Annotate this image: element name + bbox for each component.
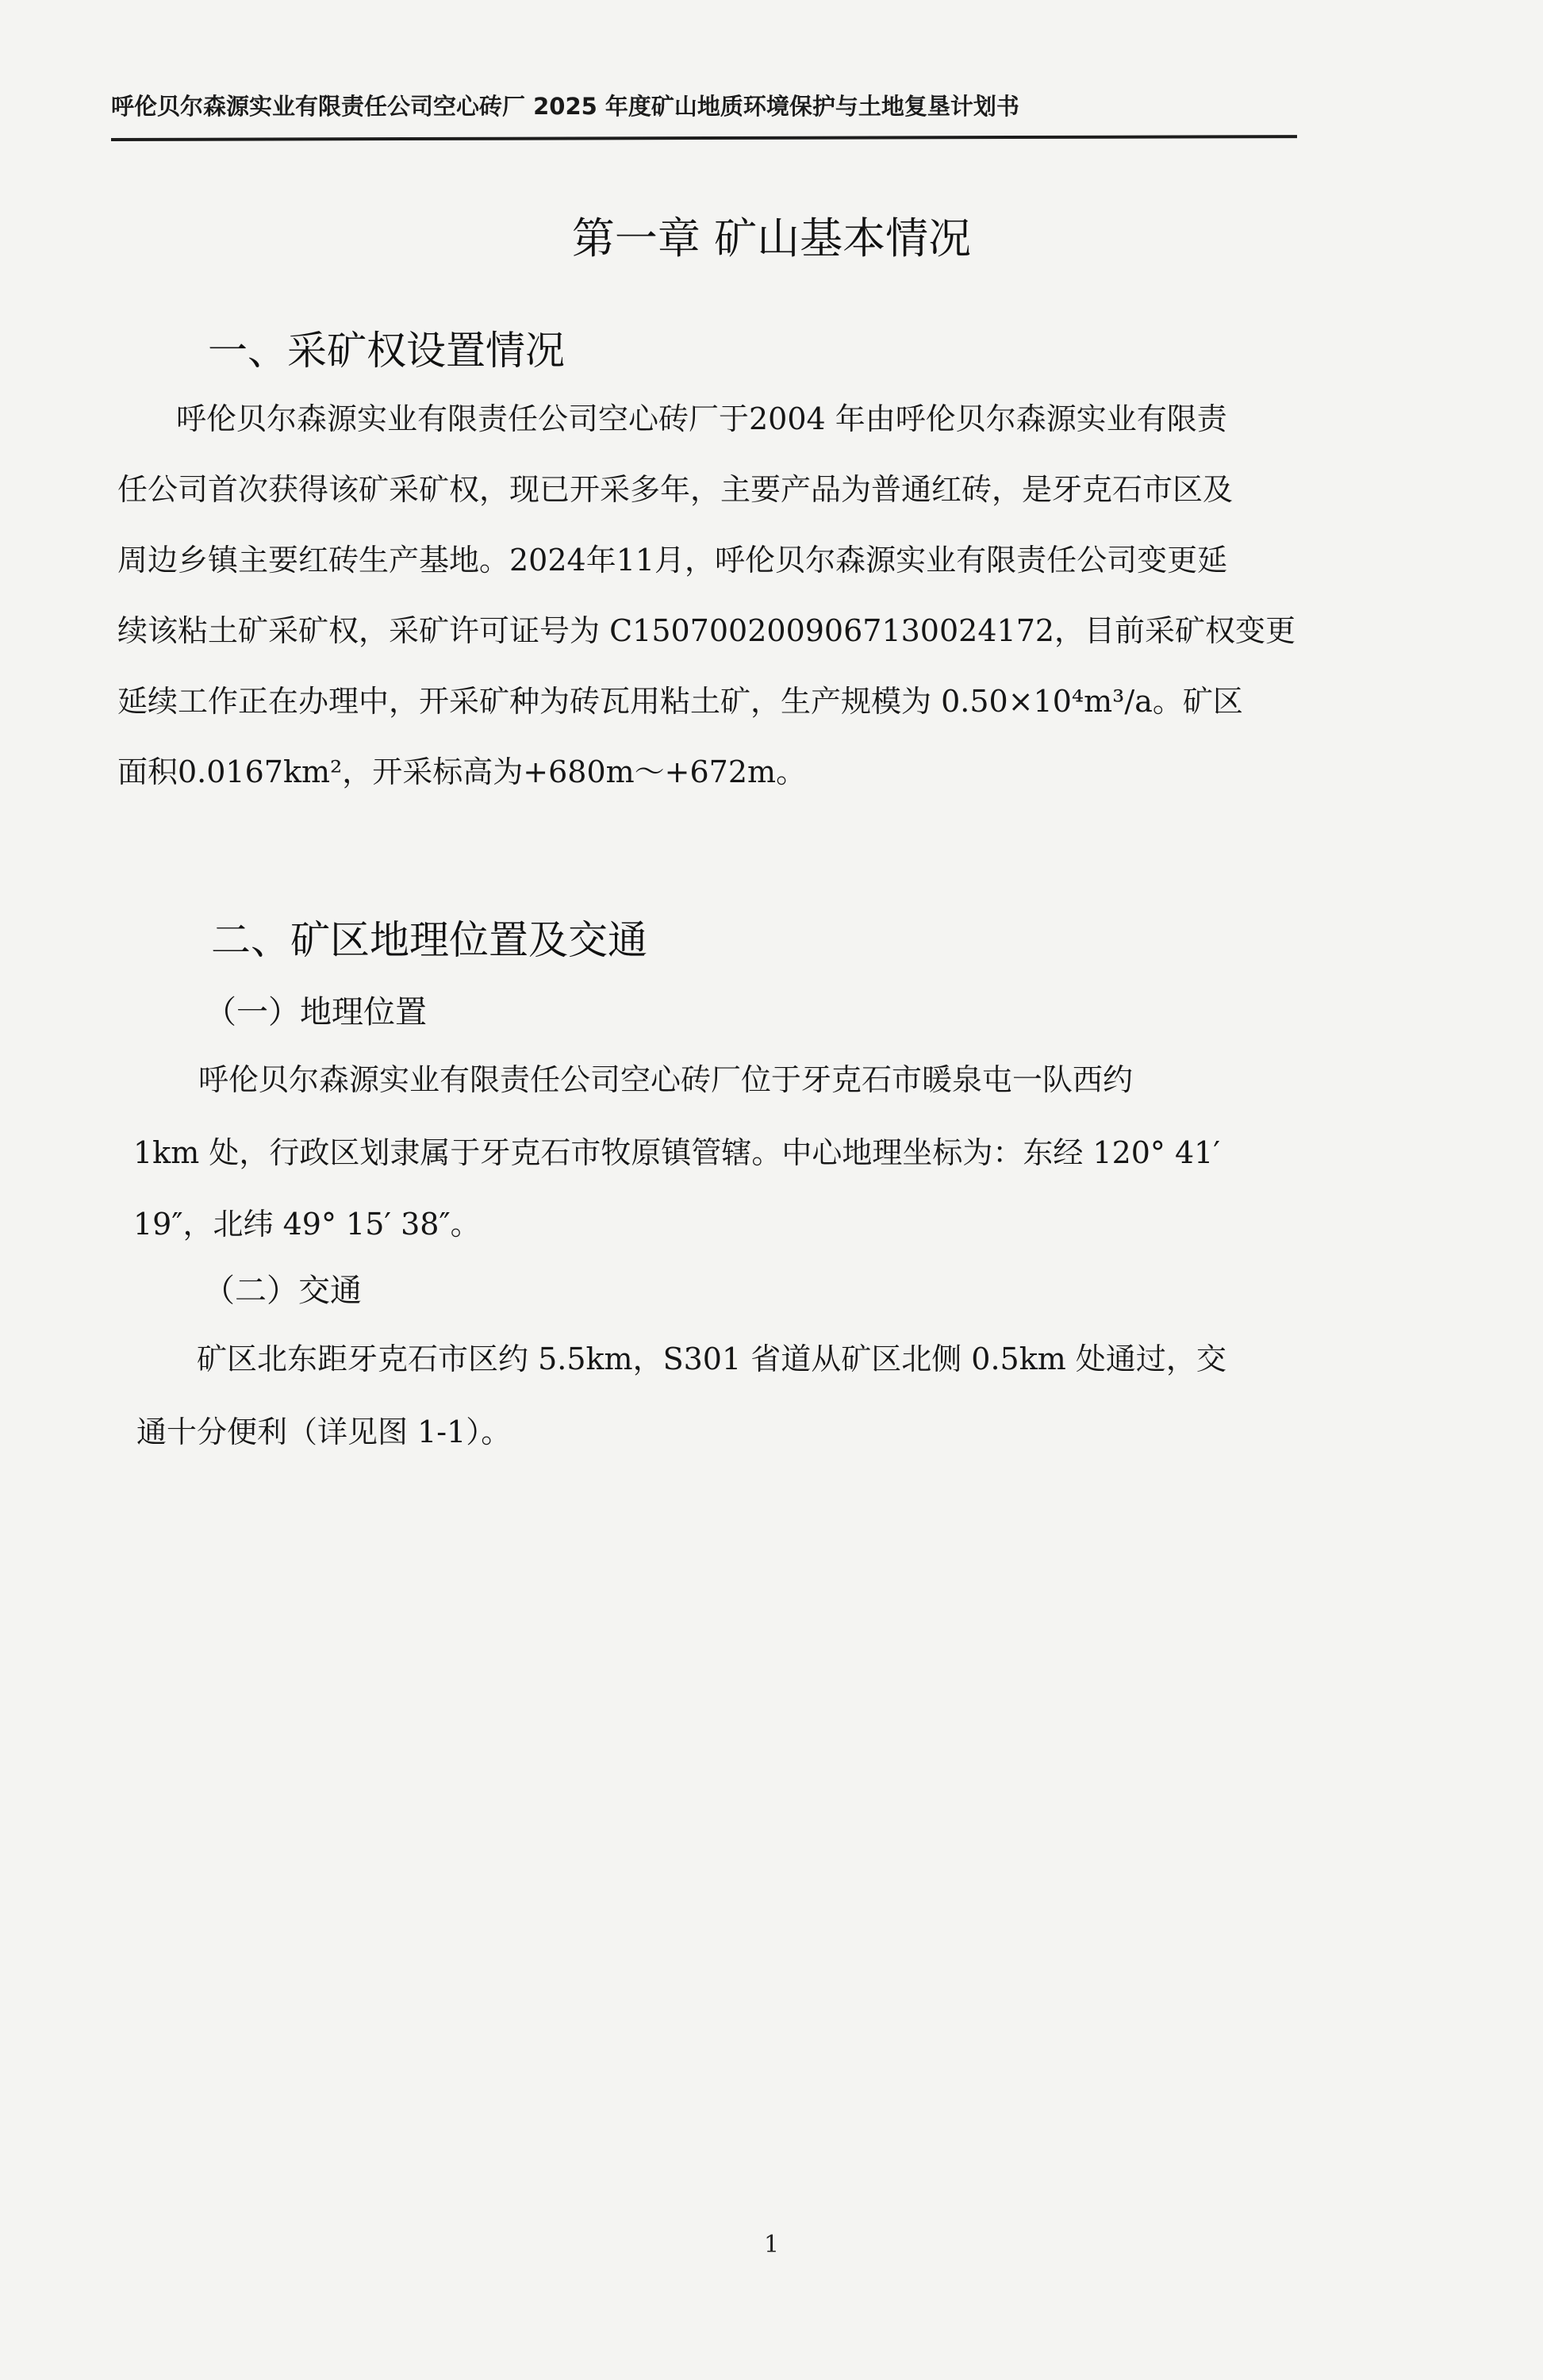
paragraph-line: 19″，北纬 49° 15′ 38″。: [133, 1207, 481, 1242]
paragraph-line: 矿区北东距牙克石市区约 5.5km，S301 省道从矿区北侧 0.5km 处通过，交: [197, 1342, 1226, 1376]
paragraph-line: 呼伦贝尔森源实业有限责任公司空心砖厂于2004 年由呼伦贝尔森源实业有限责: [176, 401, 1227, 436]
paragraph-line: 1km 处，行政区划隶属于牙克石市牧原镇管辖。中心地理坐标为：东经 120° 41′: [133, 1135, 1220, 1170]
paragraph-line: 通十分便利（详见图 1-1）。: [136, 1415, 512, 1449]
paragraph-line: 延续工作正在办理中，开采矿种为砖瓦用粘土矿，生产规模为 0.50×10⁴m³/a。矿区: [117, 684, 1243, 719]
paragraph-line: 面积0.0167km²，开采标高为+680m～+672m。: [117, 754, 807, 789]
subsection-title-transport: （二）交通: [203, 1273, 362, 1309]
page-number: 1: [763, 2231, 780, 2259]
paragraph-line: 呼伦贝尔森源实业有限责任公司空心砖厂位于牙克石市暖泉屯一队西约: [198, 1062, 1134, 1097]
subsection-title-location: （一）地理位置: [205, 994, 427, 1031]
chapter-title: 第一章 矿山基本情况: [571, 213, 972, 263]
paragraph-line: 任公司首次获得该矿采矿权，现已开采多年，主要产品为普通红砖，是牙克石市区及: [117, 472, 1234, 507]
paragraph-line: 续该粘土矿采矿权，采矿许可证号为 C1507002009067130024172，目前采矿权变更: [117, 613, 1296, 648]
paragraph-line: 周边乡镇主要红砖生产基地。2024年11月，呼伦贝尔森源实业有限责任公司变更延: [117, 543, 1228, 578]
running-header: 呼伦贝尔森源实业有限责任公司空心砖厂 2025 年度矿山地质环境保护与土地复垦计划书: [111, 93, 1019, 120]
header-rule: [111, 135, 1297, 141]
section-title-mining-rights: 一、采矿权设置情况: [208, 328, 565, 374]
section-title-location-transport: 二、矿区地理位置及交通: [211, 917, 647, 963]
